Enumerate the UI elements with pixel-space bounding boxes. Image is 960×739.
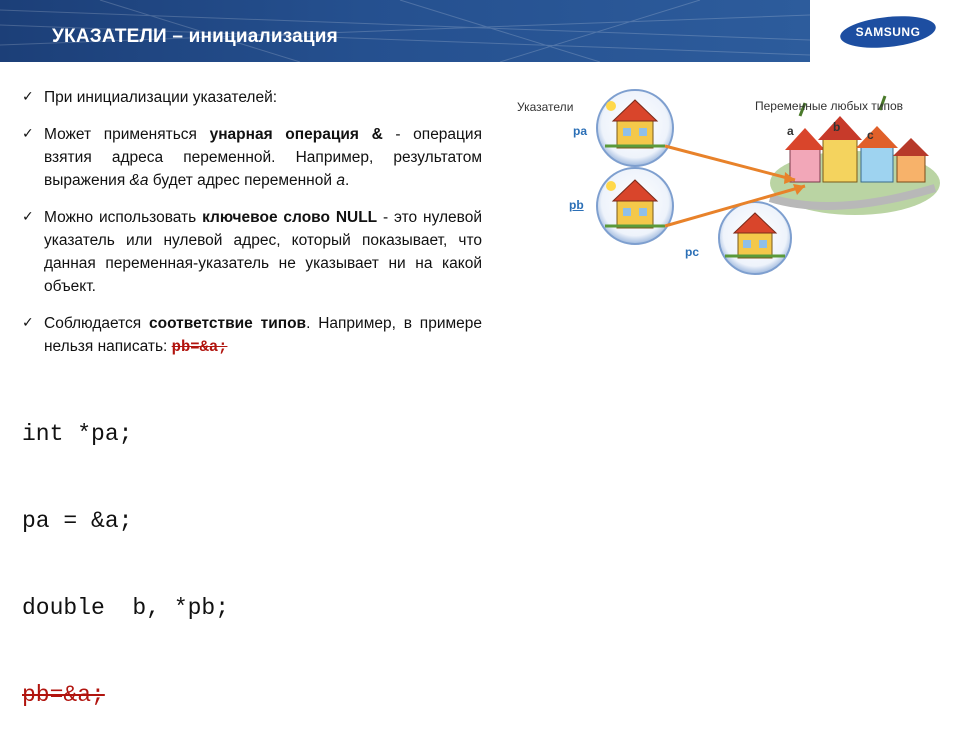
slide-header bbox=[0, 0, 810, 62]
logo-text: SAMSUNG bbox=[855, 25, 921, 39]
pointer-bubble-pb bbox=[597, 168, 673, 244]
pointers-illustration bbox=[505, 88, 945, 278]
check-icon: ✓ bbox=[22, 89, 34, 105]
check-icon: ✓ bbox=[22, 315, 34, 331]
check-icon: ✓ bbox=[22, 126, 34, 142]
check-icon: ✓ bbox=[22, 209, 34, 225]
variable-label-b: b bbox=[833, 120, 841, 134]
pointers-label: Указатели bbox=[517, 100, 574, 114]
variable-label-a: a bbox=[787, 124, 794, 138]
pointer-bubble-pc bbox=[719, 202, 791, 274]
pointer-bubble-pa bbox=[597, 90, 673, 166]
bullet-text: - это нулевой указатель или нулевой адрес, который показывает, что данная переменная-указатель не указывает ни на какой объект. bbox=[44, 209, 483, 295]
code-line-struck: pb=&a; bbox=[22, 682, 105, 708]
slide-title: УКАЗАТЕЛИ – инициализация bbox=[52, 26, 338, 47]
variable-label-c: c bbox=[867, 128, 874, 142]
pointer-label-pc: pc bbox=[685, 245, 700, 259]
variables-label: Переменные любых типов bbox=[755, 99, 904, 113]
bullet-italic-term: &a bbox=[129, 172, 149, 189]
code-line: pa = &a; bbox=[22, 508, 133, 534]
bullet-text: . bbox=[344, 172, 350, 189]
code-line: int *pa; bbox=[22, 421, 133, 447]
bullet-bold-term: ключевое слово NULL bbox=[202, 209, 378, 226]
bullet-list bbox=[22, 86, 482, 373]
bullet-text: При инициализации указателей: bbox=[44, 89, 278, 106]
bullet-null bbox=[22, 206, 482, 298]
bullet-bold-term: унарная операция & bbox=[209, 126, 383, 143]
houses-diagram bbox=[505, 88, 945, 278]
bullet-text: . Например, в примере нельзя написать: bbox=[44, 315, 482, 355]
bullet-address-op bbox=[22, 123, 482, 192]
bullet-text: - операция взятия адреса переменной. Например, результатом выражения bbox=[44, 126, 482, 189]
samsung-logo bbox=[838, 12, 938, 52]
bullet-intro bbox=[22, 86, 482, 109]
bullet-strike-code: pb=&a; bbox=[171, 338, 228, 356]
bullet-types bbox=[22, 312, 482, 359]
code-block bbox=[22, 362, 229, 739]
bullet-italic-term: a bbox=[336, 172, 345, 189]
code-line: double b, *pb; bbox=[22, 595, 230, 621]
bullet-text: Соблюдается bbox=[44, 315, 149, 332]
variables-village bbox=[770, 96, 940, 215]
bullet-bold-term: соответствие типов bbox=[149, 315, 307, 332]
bullet-text: Может применяться bbox=[44, 126, 210, 143]
pointer-label-pb: pb bbox=[569, 198, 584, 212]
pointer-label-pa: pa bbox=[573, 124, 588, 138]
bullet-text: будет адрес переменной bbox=[148, 172, 337, 189]
bullet-text: Можно использовать bbox=[44, 209, 203, 226]
